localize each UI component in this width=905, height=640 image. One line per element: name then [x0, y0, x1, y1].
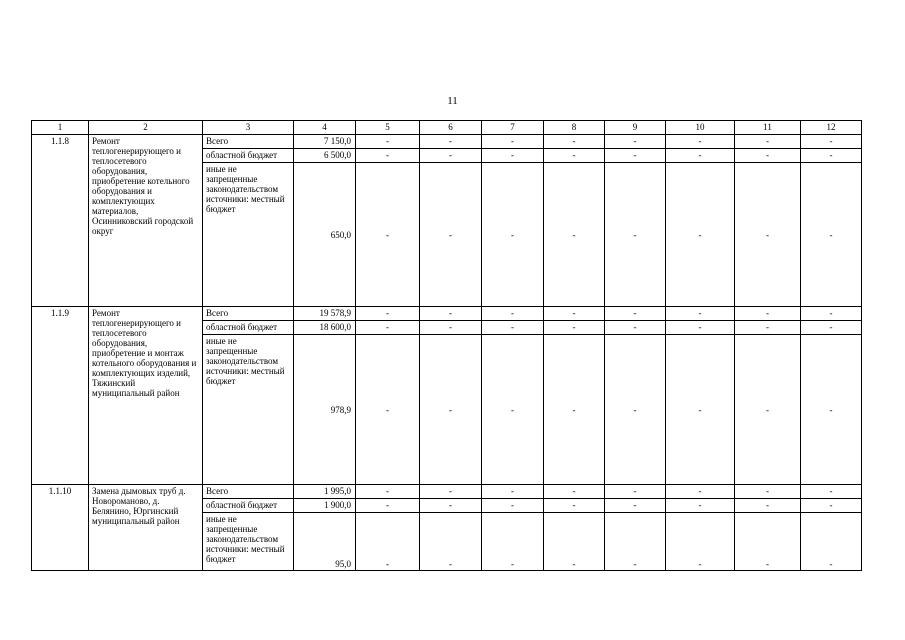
year-value: -	[605, 307, 666, 321]
year-value: -	[420, 149, 482, 163]
year-value: -	[544, 149, 605, 163]
funding-source: Всего	[203, 307, 294, 321]
year-value: -	[482, 321, 544, 335]
year-value: -	[735, 163, 801, 307]
funding-source: Всего	[203, 135, 294, 149]
budget-table	[31, 120, 862, 571]
year-value: -	[801, 513, 862, 571]
item-code: 1.1.10	[32, 485, 89, 571]
year-value: -	[605, 499, 666, 513]
page-number: 11	[447, 95, 458, 107]
year-value: -	[735, 307, 801, 321]
funding-amount: 7 150,0	[294, 135, 356, 149]
year-value: -	[356, 307, 420, 321]
funding-source: иные не запрещенные законодательством источники: местный бюджет	[203, 163, 294, 307]
year-value: -	[482, 163, 544, 307]
item-code: 1.1.9	[32, 307, 89, 485]
year-value: -	[801, 135, 862, 149]
year-value: -	[735, 485, 801, 499]
year-value: -	[544, 335, 605, 485]
funding-source: областной бюджет	[203, 149, 294, 163]
year-value: -	[420, 499, 482, 513]
year-value: -	[605, 485, 666, 499]
funding-amount: 18 600,0	[294, 321, 356, 335]
year-value: -	[801, 499, 862, 513]
year-value: -	[666, 149, 735, 163]
year-value: -	[356, 513, 420, 571]
year-value: -	[605, 163, 666, 307]
funding-amount: 978,9	[294, 335, 356, 485]
year-value: -	[544, 135, 605, 149]
year-value: -	[544, 485, 605, 499]
year-value: -	[420, 321, 482, 335]
year-value: -	[482, 149, 544, 163]
funding-source: областной бюджет	[203, 499, 294, 513]
year-value: -	[801, 163, 862, 307]
year-value: -	[420, 307, 482, 321]
year-value: -	[735, 321, 801, 335]
year-value: -	[605, 321, 666, 335]
year-value: -	[801, 307, 862, 321]
year-value: -	[356, 149, 420, 163]
table-row	[32, 135, 862, 149]
year-value: -	[420, 163, 482, 307]
column-header: 7	[482, 121, 544, 135]
year-value: -	[666, 485, 735, 499]
funding-amount: 6 500,0	[294, 149, 356, 163]
column-header: 5	[356, 121, 420, 135]
year-value: -	[420, 513, 482, 571]
funding-source: иные не запрещенные законодательством источники: местный бюджет	[203, 335, 294, 485]
funding-amount: 1 995,0	[294, 485, 356, 499]
year-value: -	[735, 513, 801, 571]
funding-source: Всего	[203, 485, 294, 499]
column-header: 11	[735, 121, 801, 135]
year-value: -	[544, 513, 605, 571]
year-value: -	[544, 163, 605, 307]
year-value: -	[605, 335, 666, 485]
year-value: -	[482, 307, 544, 321]
year-value: -	[482, 335, 544, 485]
column-header: 9	[605, 121, 666, 135]
item-name: Ремонт теплогенерирующего и теплосетевого оборудования, приобретение котельного оборудования и комплектующих материалов, Осинниковский городской округ	[89, 135, 203, 307]
year-value: -	[666, 321, 735, 335]
year-value: -	[605, 513, 666, 571]
year-value: -	[420, 135, 482, 149]
year-value: -	[420, 485, 482, 499]
year-value: -	[605, 135, 666, 149]
year-value: -	[735, 335, 801, 485]
column-header: 6	[420, 121, 482, 135]
item-name: Ремонт теплогенерирующего и теплосетевого оборудования, приобретение и монтаж котельного оборудования и комплектующих изделий, Тяжинский муниципальный район	[89, 307, 203, 485]
year-value: -	[666, 307, 735, 321]
year-value: -	[666, 163, 735, 307]
column-header: 12	[801, 121, 862, 135]
column-header: 10	[666, 121, 735, 135]
year-value: -	[735, 135, 801, 149]
year-value: -	[356, 163, 420, 307]
year-value: -	[482, 485, 544, 499]
year-value: -	[666, 335, 735, 485]
year-value: -	[356, 499, 420, 513]
item-code: 1.1.8	[32, 135, 89, 307]
year-value: -	[666, 499, 735, 513]
column-header-row	[32, 121, 862, 135]
year-value: -	[801, 335, 862, 485]
year-value: -	[605, 149, 666, 163]
year-value: -	[666, 513, 735, 571]
year-value: -	[482, 499, 544, 513]
year-value: -	[482, 513, 544, 571]
year-value: -	[735, 499, 801, 513]
column-header: 1	[32, 121, 89, 135]
year-value: -	[356, 135, 420, 149]
item-name: Замена дымовых труб д. Новороманово, д. Белянино, Юргинский муниципальный район	[89, 485, 203, 571]
funding-amount: 95,0	[294, 513, 356, 571]
year-value: -	[482, 135, 544, 149]
year-value: -	[544, 307, 605, 321]
year-value: -	[801, 321, 862, 335]
column-header: 8	[544, 121, 605, 135]
funding-source: областной бюджет	[203, 321, 294, 335]
year-value: -	[356, 321, 420, 335]
table-row	[32, 307, 862, 321]
column-header: 3	[203, 121, 294, 135]
column-header: 4	[294, 121, 356, 135]
funding-amount: 650,0	[294, 163, 356, 307]
year-value: -	[544, 499, 605, 513]
column-header: 2	[89, 121, 203, 135]
funding-amount: 19 578,9	[294, 307, 356, 321]
year-value: -	[420, 335, 482, 485]
year-value: -	[666, 135, 735, 149]
year-value: -	[356, 335, 420, 485]
year-value: -	[801, 149, 862, 163]
table-body	[32, 135, 862, 571]
year-value: -	[801, 485, 862, 499]
funding-amount: 1 900,0	[294, 499, 356, 513]
table-row	[32, 485, 862, 499]
year-value: -	[735, 149, 801, 163]
year-value: -	[544, 321, 605, 335]
year-value: -	[356, 485, 420, 499]
funding-source: иные не запрещенные законодательством источники: местный бюджет	[203, 513, 294, 571]
